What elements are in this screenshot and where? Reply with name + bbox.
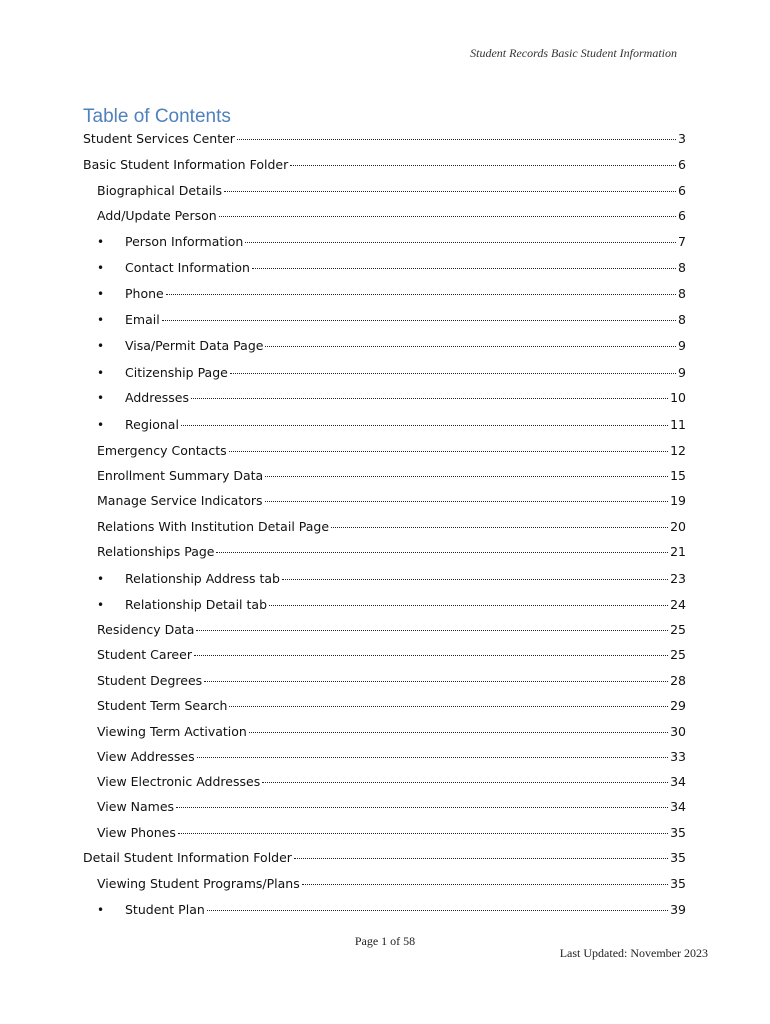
dot-leader [196, 630, 668, 631]
bullet-icon: • [97, 339, 105, 353]
dot-leader [229, 451, 668, 452]
toc-entry[interactable] [97, 622, 686, 638]
toc-entry[interactable] [97, 749, 686, 765]
dot-leader [252, 268, 676, 269]
dot-leader [229, 706, 668, 707]
dot-leader [265, 476, 668, 477]
toc-title: Table of Contents [83, 106, 231, 127]
toc-entry-label: Add/Update Person [97, 208, 217, 223]
toc-entry-label: View Names [97, 799, 175, 814]
dot-leader [265, 501, 669, 502]
toc-entry[interactable] [97, 312, 686, 328]
toc-entry-label: Relationship Address tab [125, 571, 280, 586]
dot-leader [269, 605, 668, 606]
toc-entry-label: Student Career [97, 647, 192, 662]
toc-entry[interactable] [97, 774, 686, 790]
toc-entry-label: Phone [125, 286, 164, 301]
toc-entry-page: 24 [670, 597, 686, 612]
page-header: Student Records Basic Student Information [470, 46, 677, 60]
toc-entry-page: 35 [670, 876, 686, 891]
toc-entry[interactable] [97, 260, 686, 276]
toc-entry-page: 23 [670, 571, 686, 586]
toc-entry-page: 39 [670, 902, 686, 917]
toc-entry[interactable] [83, 131, 686, 147]
toc-entry-label: Student Term Search [97, 698, 228, 713]
toc-entry[interactable] [97, 286, 686, 302]
page-number: Page 1 of 58 [354, 934, 416, 948]
toc-entry-label: Relationships Page [97, 544, 215, 559]
toc-entry-label: Enrollment Summary Data [97, 468, 264, 483]
dot-leader [176, 807, 668, 808]
bullet-icon: • [97, 598, 105, 612]
toc-entry[interactable] [97, 493, 686, 509]
toc-entry-page: 6 [678, 183, 686, 198]
dot-leader [262, 782, 668, 783]
dot-leader [224, 191, 676, 192]
toc-entry-label: Visa/Permit Data Page [125, 338, 264, 353]
bullet-icon: • [97, 313, 105, 327]
toc-entry-page: 35 [670, 825, 686, 840]
dot-leader [282, 579, 668, 580]
toc-entry[interactable] [97, 338, 686, 354]
toc-entry-page: 15 [670, 468, 686, 483]
toc-entry-label: View Electronic Addresses [97, 774, 261, 789]
toc-entry[interactable] [97, 234, 686, 250]
toc-entry-page: 30 [670, 724, 686, 739]
dot-leader [178, 833, 668, 834]
dot-leader [204, 681, 668, 682]
dot-leader [197, 757, 668, 758]
toc-entry-page: 25 [670, 647, 686, 662]
toc-entry-page: 33 [670, 749, 686, 764]
toc-entry-page: 34 [670, 774, 686, 789]
dot-leader [245, 242, 676, 243]
toc-entry-page: 7 [678, 234, 686, 249]
dot-leader [166, 294, 676, 295]
toc-entry[interactable] [97, 647, 686, 663]
toc-entry-label: Basic Student Information Folder [83, 157, 289, 172]
toc-entry-page: 19 [670, 493, 686, 508]
toc-entry-label: Detail Student Information Folder [83, 850, 292, 865]
toc-entry-label: Viewing Student Programs/Plans [97, 876, 300, 891]
toc-entry[interactable] [97, 519, 686, 535]
toc-entry-label: Student Plan [125, 902, 205, 917]
toc-entry-label: Residency Data [97, 622, 195, 637]
dot-leader [194, 655, 668, 656]
toc-entry[interactable] [97, 365, 686, 381]
toc-entry[interactable] [83, 157, 686, 173]
toc-entry[interactable] [97, 208, 686, 224]
toc-entry-page: 9 [678, 365, 686, 380]
bullet-icon: • [97, 903, 105, 917]
bullet-icon: • [97, 261, 105, 275]
bullet-icon: • [97, 572, 105, 586]
toc-entry[interactable] [97, 544, 686, 560]
toc-entry-page: 8 [678, 260, 686, 275]
toc-entry-page: 25 [670, 622, 686, 637]
toc-entry[interactable] [97, 468, 686, 484]
toc-entry-label: View Addresses [97, 749, 195, 764]
toc-entry[interactable] [97, 597, 686, 613]
toc-entry[interactable] [83, 850, 686, 866]
bullet-icon: • [97, 366, 105, 380]
dot-leader [181, 425, 668, 426]
toc-entry-page: 6 [678, 157, 686, 172]
toc-entry-label: Person Information [125, 234, 244, 249]
toc-entry-label: Student Services Center [83, 131, 235, 146]
bullet-icon: • [97, 235, 105, 249]
dot-leader [191, 398, 668, 399]
toc-entry-label: Citizenship Page [125, 365, 228, 380]
toc-entry-label: Contact Information [125, 260, 250, 275]
toc-entry[interactable] [97, 443, 686, 459]
toc-entry-label: Manage Service Indicators [97, 493, 263, 508]
dot-leader [237, 139, 676, 140]
toc-entry-label: Relationship Detail tab [125, 597, 267, 612]
toc-entry-page: 10 [670, 390, 686, 405]
toc-entry-label: Regional [125, 417, 179, 432]
toc-entry-label: Addresses [125, 390, 189, 405]
toc-entry-page: 3 [678, 131, 686, 146]
dot-leader [162, 320, 676, 321]
toc-entry[interactable] [97, 698, 686, 714]
toc-entry[interactable] [97, 876, 686, 892]
dot-leader [230, 373, 676, 374]
dot-leader [265, 346, 676, 347]
toc-entry-label: Email [125, 312, 160, 327]
toc-entry[interactable] [97, 390, 686, 406]
bullet-icon: • [97, 391, 105, 405]
toc-entry-label: Relations With Institution Detail Page [97, 519, 330, 534]
toc-entry[interactable] [97, 417, 686, 433]
toc-entry-page: 8 [678, 286, 686, 301]
toc-entry-label: Student Degrees [97, 673, 203, 688]
bullet-icon: • [97, 418, 105, 432]
dot-leader [290, 165, 676, 166]
dot-leader [207, 910, 668, 911]
dot-leader [294, 858, 668, 859]
toc-entry-page: 6 [678, 208, 686, 223]
dot-leader [331, 527, 668, 528]
toc-entry[interactable] [97, 825, 686, 841]
dot-leader [216, 552, 668, 553]
dot-leader [219, 216, 676, 217]
toc-entry[interactable] [97, 183, 686, 199]
last-updated: Last Updated: November 2023 [559, 946, 708, 960]
toc-entry-page: 21 [670, 544, 686, 559]
toc-entry-label: Biographical Details [97, 183, 223, 198]
bullet-icon: • [97, 287, 105, 301]
toc-entry[interactable] [97, 902, 686, 918]
toc-entry[interactable] [97, 724, 686, 740]
toc-entry-page: 11 [670, 417, 686, 432]
toc-entry-page: 28 [670, 673, 686, 688]
toc-entry-page: 12 [670, 443, 686, 458]
dot-leader [302, 884, 668, 885]
toc-entry-page: 8 [678, 312, 686, 327]
toc-entry-page: 34 [670, 799, 686, 814]
toc-entry-label: Viewing Term Activation [97, 724, 247, 739]
toc-entry-page: 9 [678, 338, 686, 353]
toc-entry[interactable] [97, 571, 686, 587]
toc-entry-label: Emergency Contacts [97, 443, 227, 458]
dot-leader [249, 732, 668, 733]
toc-entry[interactable] [97, 799, 686, 815]
toc-entry-label: View Phones [97, 825, 176, 840]
toc-entry-page: 29 [670, 698, 686, 713]
toc-entry-page: 35 [670, 850, 686, 865]
toc-entry[interactable] [97, 673, 686, 689]
toc-entry-page: 20 [670, 519, 686, 534]
